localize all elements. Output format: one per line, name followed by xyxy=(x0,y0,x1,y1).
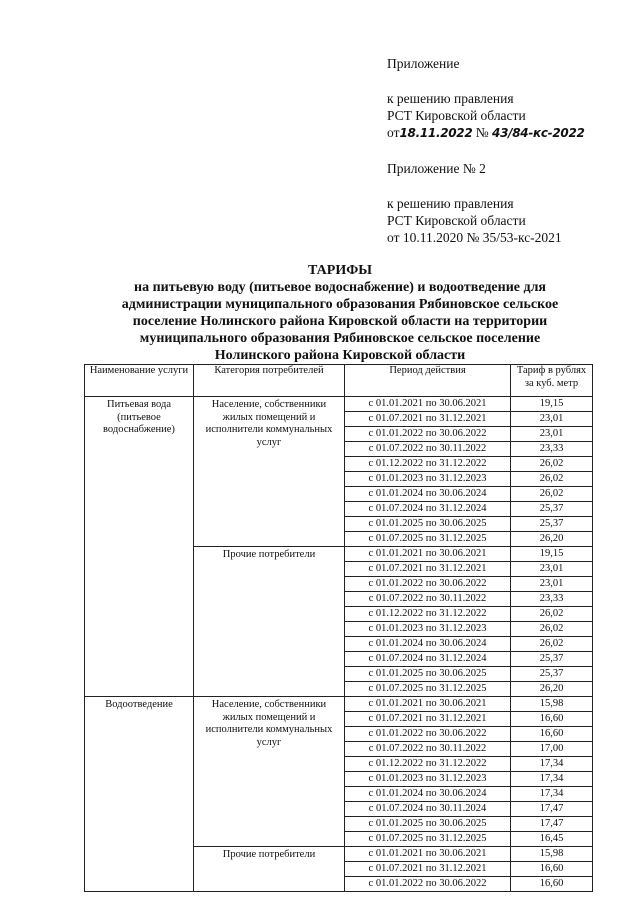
tariff-value-cell: 23,01 xyxy=(511,577,593,592)
table-body xyxy=(85,397,593,892)
column-header-tariff: Тариф в рублях за куб. метр xyxy=(511,365,593,397)
tariff-value-cell: 25,37 xyxy=(511,652,593,667)
tariff-value-cell: 17,47 xyxy=(511,817,593,832)
tariff-value-cell: 23,33 xyxy=(511,442,593,457)
period-cell: с 01.01.2025 по 30.06.2025 xyxy=(345,667,511,682)
handwritten-date: 18.11.2022 xyxy=(399,126,473,140)
tariff-value-cell: 19,15 xyxy=(511,547,593,562)
period-cell: с 01.01.2022 по 30.06.2022 xyxy=(345,727,511,742)
period-cell: с 01.12.2022 по 31.12.2022 xyxy=(345,607,511,622)
document-title xyxy=(60,262,620,364)
period-cell: с 01.07.2025 по 31.12.2025 xyxy=(345,832,511,847)
tariff-value-cell: 25,37 xyxy=(511,517,593,532)
period-cell: с 01.07.2024 по 31.12.2024 xyxy=(345,652,511,667)
period-cell: с 01.07.2021 по 31.12.2021 xyxy=(345,412,511,427)
decision-line: к решению правления xyxy=(387,91,514,106)
tariff-value-cell: 26,20 xyxy=(511,532,593,547)
period-cell: с 01.01.2025 по 30.06.2025 xyxy=(345,817,511,832)
consumer-category-cell: Прочие потребители xyxy=(194,547,345,697)
period-cell: с 01.07.2024 по 30.11.2024 xyxy=(345,802,511,817)
period-cell: с 01.01.2022 по 30.06.2022 xyxy=(345,577,511,592)
title-heading: ТАРИФЫ xyxy=(308,263,372,278)
table-header-row xyxy=(85,365,593,397)
period-cell: с 01.01.2022 по 30.06.2022 xyxy=(345,877,511,892)
title-line: поселение Нолинского района Кировской области на территории xyxy=(132,314,548,329)
period-cell: с 01.01.2023 по 31.12.2023 xyxy=(345,772,511,787)
title-line: администрации муниципального образования Рябиновское сельское xyxy=(121,297,559,312)
tariff-value-cell: 15,98 xyxy=(511,697,593,712)
tariff-value-cell: 17,34 xyxy=(511,772,593,787)
tariff-value-cell: 23,01 xyxy=(511,427,593,442)
period-cell: с 01.07.2024 по 31.12.2024 xyxy=(345,502,511,517)
period-cell: с 01.01.2021 по 30.06.2021 xyxy=(345,847,511,862)
consumer-category-cell: Прочие потребители xyxy=(194,847,345,892)
appendix-2-label: Приложение № 2 xyxy=(387,161,486,176)
consumer-category-cell: Население, собственники жилых помещений и исполнители коммунальных услуг xyxy=(194,697,345,847)
tariff-value-cell: 17,47 xyxy=(511,802,593,817)
period-cell: с 01.01.2022 по 30.06.2022 xyxy=(345,427,511,442)
period-cell: с 01.12.2022 по 31.12.2022 xyxy=(345,457,511,472)
tariff-value-cell: 16,60 xyxy=(511,877,593,892)
period-cell: с 01.01.2024 по 30.06.2024 xyxy=(345,637,511,652)
tariff-value-cell: 16,60 xyxy=(511,727,593,742)
tariff-value-cell: 26,02 xyxy=(511,487,593,502)
tariff-value-cell: 25,37 xyxy=(511,667,593,682)
column-header-period: Период действия xyxy=(345,365,511,397)
tariff-value-cell: 26,02 xyxy=(511,607,593,622)
tariff-value-cell: 26,02 xyxy=(511,472,593,487)
tariff-value-cell: 26,02 xyxy=(511,457,593,472)
handwritten-number: 43/84-кс-2022 xyxy=(492,126,585,140)
tariff-value-cell: 23,01 xyxy=(511,562,593,577)
decision-2-date: от 10.11.2020 № 35/53-кс-2021 xyxy=(387,230,562,245)
period-cell: с 01.07.2025 по 31.12.2025 xyxy=(345,682,511,697)
period-cell: с 01.01.2025 по 30.06.2025 xyxy=(345,517,511,532)
period-cell: с 01.07.2021 по 31.12.2021 xyxy=(345,562,511,577)
appendix-header xyxy=(387,55,585,246)
tariff-value-cell: 16,60 xyxy=(511,712,593,727)
title-line: Нолинского района Кировской области xyxy=(214,348,466,363)
decision-authority: РСТ Кировской области xyxy=(387,108,526,123)
service-name-cell: Питьевая вода (питьевое водоснабжение) xyxy=(85,397,194,697)
tariff-value-cell: 17,34 xyxy=(511,787,593,802)
period-cell: с 01.01.2021 по 30.06.2021 xyxy=(345,547,511,562)
tariff-value-cell: 23,01 xyxy=(511,412,593,427)
period-cell: с 01.01.2024 по 30.06.2024 xyxy=(345,787,511,802)
appendix-label: Приложение xyxy=(387,56,460,71)
tariff-table xyxy=(84,364,593,892)
tariff-value-cell: 25,37 xyxy=(511,502,593,517)
period-cell: с 01.07.2022 по 30.11.2022 xyxy=(345,742,511,757)
tariff-value-cell: 26,02 xyxy=(511,622,593,637)
period-cell: с 01.01.2023 по 31.12.2023 xyxy=(345,622,511,637)
tariff-value-cell: 17,00 xyxy=(511,742,593,757)
period-cell: с 01.07.2021 по 31.12.2021 xyxy=(345,862,511,877)
period-cell: с 01.07.2022 по 30.11.2022 xyxy=(345,592,511,607)
column-header-service: Наименование услуги xyxy=(85,365,194,397)
tariff-value-cell: 15,98 xyxy=(511,847,593,862)
decision-2-line: к решению правления xyxy=(387,196,514,211)
table-row xyxy=(85,397,593,412)
tariff-value-cell: 16,45 xyxy=(511,832,593,847)
period-cell: с 01.01.2021 по 30.06.2021 xyxy=(345,697,511,712)
tariff-value-cell: 26,02 xyxy=(511,637,593,652)
table-row xyxy=(85,697,593,712)
tariff-value-cell: 19,15 xyxy=(511,397,593,412)
service-name-cell: Водоотведение xyxy=(85,697,194,892)
tariff-value-cell: 16,60 xyxy=(511,862,593,877)
tariff-value-cell: 23,33 xyxy=(511,592,593,607)
period-cell: с 01.12.2022 по 31.12.2022 xyxy=(345,757,511,772)
period-cell: с 01.07.2022 по 30.11.2022 xyxy=(345,442,511,457)
period-cell: с 01.07.2021 по 31.12.2021 xyxy=(345,712,511,727)
tariff-value-cell: 17,34 xyxy=(511,757,593,772)
period-cell: с 01.01.2024 по 30.06.2024 xyxy=(345,487,511,502)
title-line: на питьевую воду (питьевое водоснабжение) и водоотведение для xyxy=(134,280,546,295)
period-cell: с 01.01.2023 по 31.12.2023 xyxy=(345,472,511,487)
tariff-value-cell: 26,20 xyxy=(511,682,593,697)
decision-2-authority: РСТ Кировской области xyxy=(387,213,526,228)
period-cell: с 01.07.2025 по 31.12.2025 xyxy=(345,532,511,547)
title-line: муниципального образования Рябиновское сельское поселение xyxy=(139,331,541,346)
consumer-category-cell: Население, собственники жилых помещений и исполнители коммунальных услуг xyxy=(194,397,345,547)
column-header-category: Категория потребителей xyxy=(194,365,345,397)
period-cell: с 01.01.2021 по 30.06.2021 xyxy=(345,397,511,412)
decision-date-line: от18.11.2022 № 43/84-кс-2022 xyxy=(387,125,585,140)
